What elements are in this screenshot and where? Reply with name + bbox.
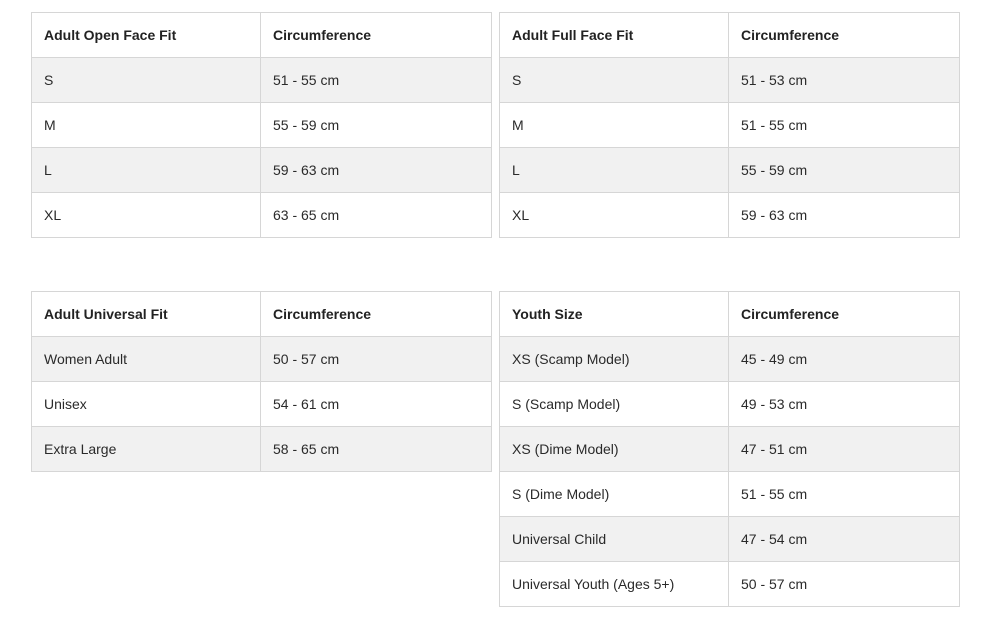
- circumference-cell: 58 - 65 cm: [261, 427, 492, 472]
- size-cell: Unisex: [32, 382, 261, 427]
- size-cell: L: [32, 148, 261, 193]
- size-column-header: Adult Universal Fit: [32, 292, 261, 337]
- table-row: [32, 103, 492, 148]
- table-row: [500, 562, 960, 607]
- size-cell: L: [500, 148, 729, 193]
- size-cell: Universal Youth (Ages 5+): [500, 562, 729, 607]
- table-row: [500, 382, 960, 427]
- size-column-header: Adult Full Face Fit: [500, 13, 729, 58]
- table-row: [500, 103, 960, 148]
- circumference-cell: 51 - 55 cm: [729, 103, 960, 148]
- circumference-cell: 54 - 61 cm: [261, 382, 492, 427]
- size-cell: Universal Child: [500, 517, 729, 562]
- circumference-cell: 50 - 57 cm: [729, 562, 960, 607]
- table-row: [500, 58, 960, 103]
- table-row: [32, 427, 492, 472]
- size-cell: XL: [32, 193, 261, 238]
- full-face-size-table: [499, 12, 960, 238]
- circumference-column-header: Circumference: [261, 292, 492, 337]
- table-header-row: [32, 292, 492, 337]
- table-row: [500, 337, 960, 382]
- size-cell: XS (Scamp Model): [500, 337, 729, 382]
- table-row: [500, 517, 960, 562]
- circumference-cell: 59 - 63 cm: [261, 148, 492, 193]
- table-row: [500, 148, 960, 193]
- size-cell: S: [500, 58, 729, 103]
- table-row: [32, 382, 492, 427]
- table-row: [32, 193, 492, 238]
- table-row: [32, 148, 492, 193]
- table-row: [500, 193, 960, 238]
- size-cell: S (Scamp Model): [500, 382, 729, 427]
- circumference-cell: 50 - 57 cm: [261, 337, 492, 382]
- circumference-column-header: Circumference: [261, 13, 492, 58]
- circumference-cell: 49 - 53 cm: [729, 382, 960, 427]
- open-face-size-table: [31, 12, 492, 238]
- size-column-header: Youth Size: [500, 292, 729, 337]
- size-cell: S (Dime Model): [500, 472, 729, 517]
- universal-size-table: [31, 291, 492, 472]
- circumference-cell: 51 - 53 cm: [729, 58, 960, 103]
- table-row: [32, 58, 492, 103]
- circumference-cell: 47 - 51 cm: [729, 427, 960, 472]
- circumference-column-header: Circumference: [729, 292, 960, 337]
- table-row: [32, 337, 492, 382]
- size-cell: S: [32, 58, 261, 103]
- size-cell: Extra Large: [32, 427, 261, 472]
- size-column-header: Adult Open Face Fit: [32, 13, 261, 58]
- youth-size-table: [499, 291, 960, 607]
- table-row: [500, 472, 960, 517]
- circumference-cell: 51 - 55 cm: [261, 58, 492, 103]
- size-cell: Women Adult: [32, 337, 261, 382]
- circumference-column-header: Circumference: [729, 13, 960, 58]
- table-header-row: [32, 13, 492, 58]
- size-cell: M: [32, 103, 261, 148]
- size-cell: XS (Dime Model): [500, 427, 729, 472]
- circumference-cell: 59 - 63 cm: [729, 193, 960, 238]
- circumference-cell: 63 - 65 cm: [261, 193, 492, 238]
- circumference-cell: 51 - 55 cm: [729, 472, 960, 517]
- circumference-cell: 55 - 59 cm: [261, 103, 492, 148]
- size-cell: XL: [500, 193, 729, 238]
- circumference-cell: 47 - 54 cm: [729, 517, 960, 562]
- table-row: [500, 427, 960, 472]
- table-header-row: [500, 292, 960, 337]
- circumference-cell: 45 - 49 cm: [729, 337, 960, 382]
- circumference-cell: 55 - 59 cm: [729, 148, 960, 193]
- size-cell: M: [500, 103, 729, 148]
- table-header-row: [500, 13, 960, 58]
